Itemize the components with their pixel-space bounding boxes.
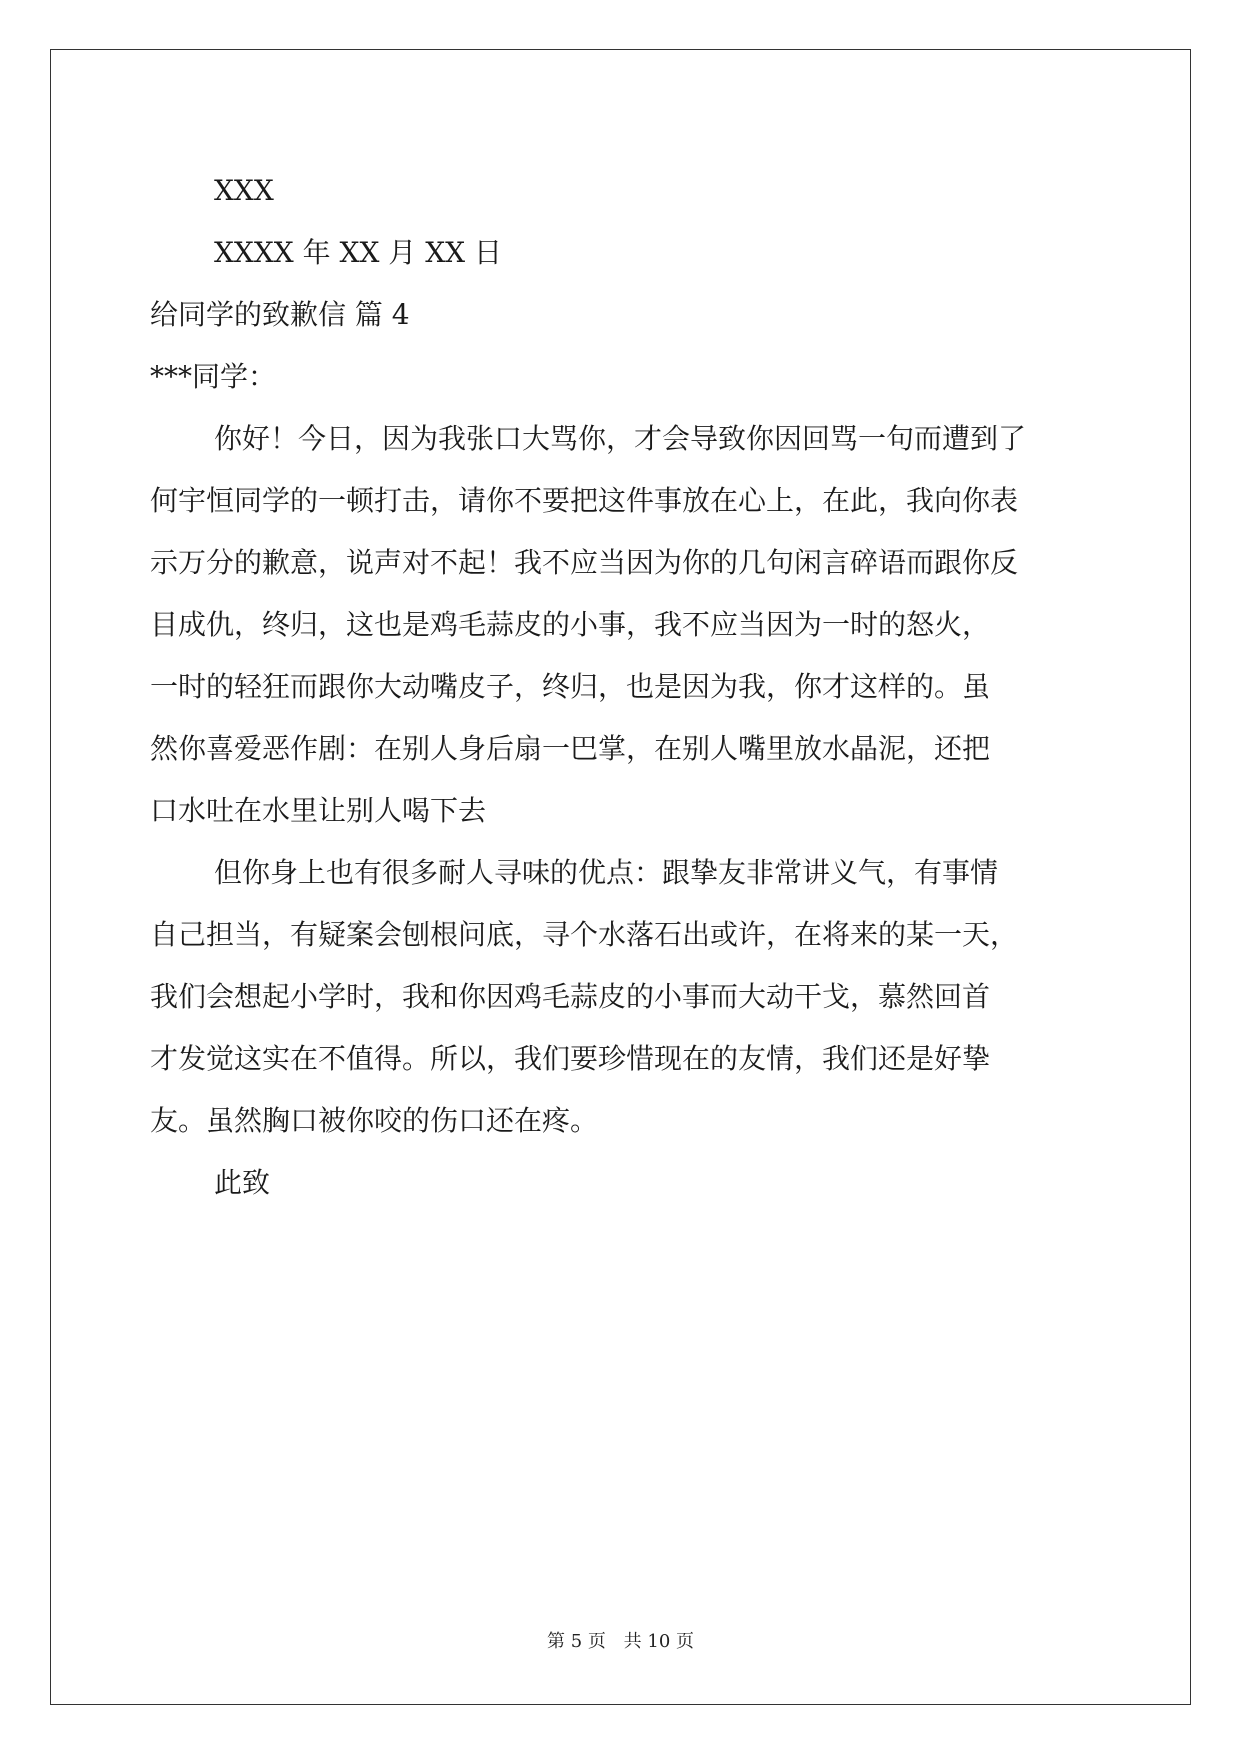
page-number: 第 5 页 — [547, 1631, 606, 1652]
body-line: 示万分的歉意，说声对不起！我不应当因为你的几句闲言碎语而跟你反 — [150, 546, 1019, 579]
body-line: 一时的轻狂而跟你大动嘴皮子，终归，也是因为我，你才这样的。虽 — [150, 670, 991, 703]
body-line: 才发觉这实在不值得。所以，我们要珍惜现在的友情，我们还是好挚 — [150, 1042, 991, 1075]
total-pages: 共 10 页 — [623, 1631, 694, 1652]
body-line: 但你身上也有很多耐人寻味的优点：跟挚友非常讲义气，有事情 — [214, 856, 999, 889]
body-line: 口水吐在水里让别人喝下去 — [150, 794, 487, 827]
signature-name: XXX — [214, 174, 274, 207]
body-line: 然你喜爱恶作剧：在别人身后扇一巴掌，在别人嘴里放水晶泥，还把 — [150, 732, 991, 765]
body-line: 目成仇，终归，这也是鸡毛蒜皮的小事，我不应当因为一时的怒火， — [150, 608, 991, 641]
body-line: 自己担当，有疑案会刨根问底，寻个水落石出或许，在将来的某一天， — [150, 918, 1019, 951]
salutation: ***同学： — [150, 360, 277, 393]
body-line: 我们会想起小学时，我和你因鸡毛蒜皮的小事而大动干戈，慕然回首 — [150, 980, 991, 1013]
section-heading: 给同学的致歉信 篇 4 — [150, 298, 410, 331]
body-line: 何宇恒同学的一顿打击，请你不要把这件事放在心上，在此，我向你表 — [150, 484, 1019, 517]
body-line: 友。虽然胸口被你咬的伤口还在疼。 — [150, 1104, 599, 1137]
document-body — [150, 160, 1100, 1214]
signature-date: XXXX 年 XX 月 XX 日 — [214, 236, 502, 269]
closing-line: 此致 — [214, 1166, 271, 1199]
body-line: 你好！今日，因为我张口大骂你，才会导致你因回骂一句而遭到了 — [214, 422, 1027, 455]
page-footer — [0, 1627, 1241, 1653]
